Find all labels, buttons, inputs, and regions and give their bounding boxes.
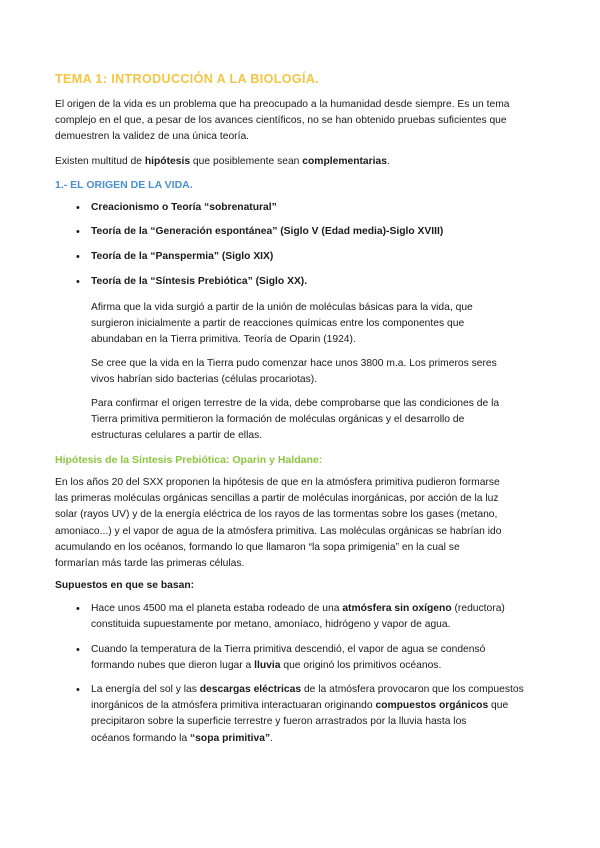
list-item-line [91,618,450,632]
bullet-icon: • [76,603,80,615]
paragraph-line [55,557,244,571]
paragraph-line [55,525,501,539]
text: inorgánicos de la atmósfera primitiva interactuaran originando [91,700,376,712]
section-heading-line [55,453,322,467]
text: formando nubes que dieron lugar a [91,660,255,672]
text: que originó los primitivos océanos. [280,660,442,672]
text: Cuando la temperatura de la Tierra primitiva descendió, el vapor de agua se condensó [91,644,486,655]
list-item-line [91,732,273,746]
paragraph-line [91,429,262,443]
text: vivos habrían sido bacterias (células procariotas). [91,374,318,386]
list-item-line [91,699,508,713]
bold-text: Teoría de la “Panspermia” (Siglo XIX) [91,251,274,262]
text: acumulando en los océanos, formando lo que llamaron “la sopa primigenia” en la cual se [55,541,460,553]
text: de la atmósfera provocaron que los compuestos [301,684,524,695]
text: . [386,156,390,167]
list-item-line [91,715,466,729]
text: precipitaron sobre la superficie terrestre y fueron arrastrados por la lluvia hasta los [91,716,467,728]
text: estructuras celulares a partir de ellas. [91,430,263,442]
bullet-icon: • [76,251,80,263]
text: En los años 20 del SXX proponen la hipótesis de que en la atmósfera primitiva pudieron formarse [55,477,500,488]
bold-text: hipótesis [144,156,191,167]
bold-text: “sopa primitiva” [190,732,271,744]
bold-text: descargas eléctricas [199,684,302,695]
paragraph-line [91,301,473,315]
bullet-icon: • [76,644,80,656]
list-item-line [91,602,505,616]
paragraph-line [55,98,510,112]
bold-text: compuestos orgánicos [375,700,489,712]
paragraph-line [55,476,500,490]
text: formarían más tarde las primeras células. [55,558,245,569]
text: complejo en el que, a pesar de los avances científicos, no se han obtenido pruebas suficientes que [55,115,507,127]
text: que [488,700,509,712]
text: (reductora) [451,603,505,614]
text: Tierra primitiva permitieron la formación de moléculas orgánicas y el desarrollo de [91,414,465,426]
bullet-icon: • [76,276,80,288]
paragraph-line [91,413,464,427]
text: La energía del sol y las [91,684,200,695]
text: demuestren la validez de una única teoría. [55,131,250,143]
bold-text: Creacionismo o Teoría “sobrenatural” [91,202,277,213]
list-item-line [91,643,485,657]
paragraph-line [55,130,249,144]
paragraph-line [55,541,460,555]
text: Se cree que la vida en la Tierra pudo comenzar hace unos 3800 m.a. Los primeros seres [91,358,497,369]
bullet-icon: • [76,684,80,696]
text: que posiblemente sean [190,156,303,167]
paragraph-line [55,155,390,169]
paragraph-line [55,492,499,506]
text: . [270,732,274,744]
text: Para confirmar el origen terrestre de la vida, debe comprobarse que las condiciones de la [91,398,500,409]
text: constituida supuestamente por metano, amoníaco, hidrógeno y vapor de agua. [91,619,451,631]
bold-text: atmósfera sin oxígeno [342,603,452,614]
text: Existen multitud de [55,156,145,167]
list-item-line [91,201,277,215]
list-item-line [91,659,441,673]
bold-text: Teoría de la “Generación espontánea” (Siglo V (Edad media)-Siglo XVIII) [91,226,444,237]
bold-text: complementarias [302,156,387,167]
paragraph-line [91,373,317,387]
paragraph-line [91,357,497,371]
list-item-line [91,250,273,264]
text: Hace unos 4500 ma el planeta estaba rodeado de una [91,603,343,614]
bullet-icon: • [76,202,80,214]
list-item-line [91,275,307,289]
list-item-line [91,225,443,239]
paragraph-line [55,114,507,128]
text: El origen de la vida es un problema que ha preocupado a la humanidad desde siempre. Es un tema [55,99,510,110]
page-title: TEMA 1: INTRODUCCIÓN A LA BIOLOGÍA. [55,72,320,86]
text: océanos formando la [91,732,191,744]
paragraph-line [91,317,464,331]
list-item-line [91,683,524,697]
text: las primeras moléculas orgánicas sencillas a partir de moléculas inorgánicas, por acción de la luz [55,493,499,505]
text: Hipótesis de la Síntesis Prebiótica: Oparin y Haldane: [55,454,323,466]
paragraph-line [91,333,356,347]
text: 1.- EL ORIGEN DE LA VIDA. [55,179,193,191]
text: solar (rayos UV) y de la energía eléctrica de los rayos de las tormentas sobre los gases (metano, [55,509,498,521]
text: amoniaco...) y el vapor de agua de la atmósfera primitiva. Las moléculas orgánicas se habrían ido [55,525,502,537]
text: Afirma que la vida surgió a partir de la unión de moléculas básicas para la vida, que [91,302,473,313]
paragraph-line [55,579,194,593]
paragraph-line [55,508,497,522]
bold-text: Teoría de la “Síntesis Prebiótica” (Siglo XX). [91,276,308,287]
bold-text: Supuestos en que se basan: [55,580,195,591]
bold-text: lluvia [254,660,281,672]
bullet-icon: • [76,226,80,238]
paragraph-line [91,397,499,411]
text: abundaban en la Tierra primitiva. Teoría de Oparin (1924). [91,334,356,346]
text: surgieron inicialmente a partir de reacciones químicas entre los componentes que [91,318,465,330]
section-heading-line [55,178,193,192]
